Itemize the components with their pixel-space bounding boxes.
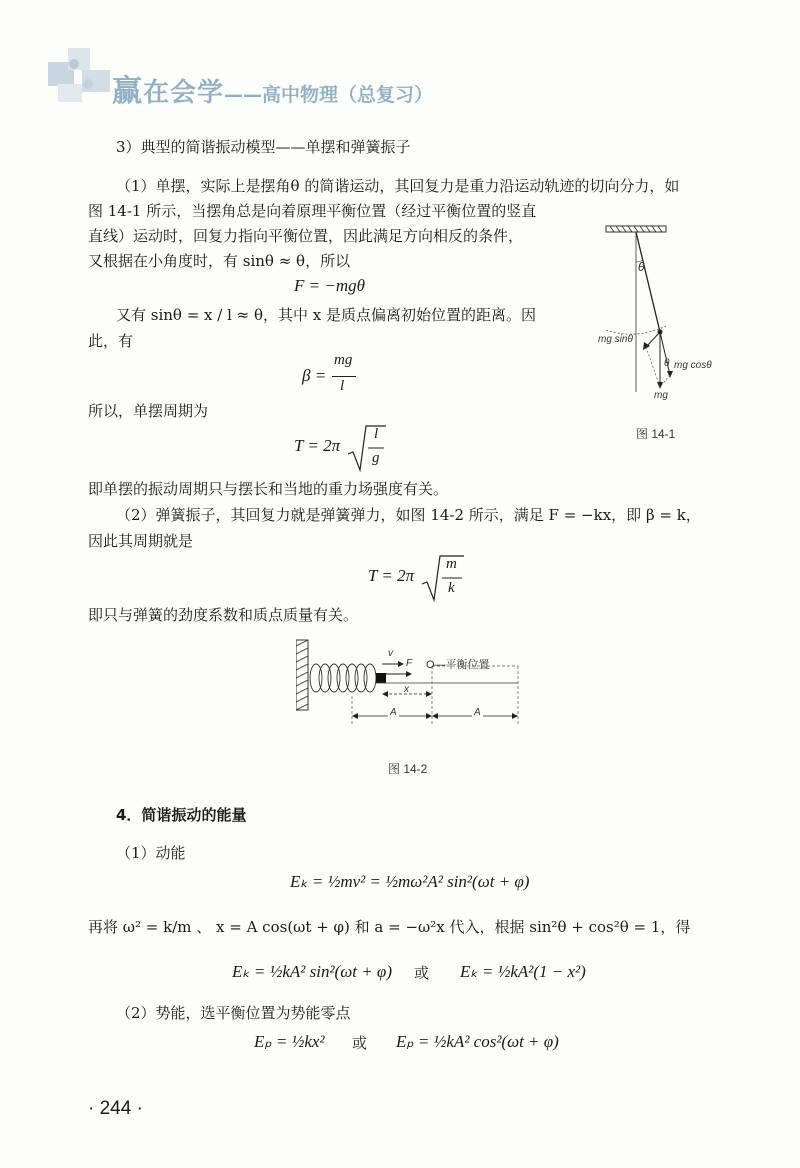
paragraph-line: 图 14-1 所示，当摆角总是向着原理平衡位置（经过平衡位置的竖直 <box>88 202 537 220</box>
label-displacement: x <box>404 684 409 695</box>
header-decoration <box>38 40 118 110</box>
equation-Ep-b: Eₚ = ½kA² cos²(ωt + φ) <box>396 1032 559 1051</box>
pendulum-diagram <box>596 222 736 412</box>
conjunction-or: 或 <box>414 964 430 982</box>
header-title-rest: 在会学 <box>143 78 225 108</box>
figure-caption-14-1: 图 14-1 <box>636 427 676 441</box>
paragraph-line: 即单摆的振动周期只与摆长和当地的重力场强度有关。 <box>88 480 449 498</box>
equation-T1-numerator: l <box>374 426 379 442</box>
figure-caption-14-2: 图 14-2 <box>388 762 428 776</box>
subheading-kinetic: （1）动能 <box>116 844 186 862</box>
equation-T2-lhs: T = 2π <box>368 566 415 585</box>
equation-T2-numerator: m <box>446 556 457 572</box>
header-dash: —— <box>224 84 263 106</box>
sqrt-sign <box>348 424 388 474</box>
header-subtitle: 高中物理（总复习） <box>262 84 434 106</box>
equation-period-spring <box>368 550 478 606</box>
page-number: · 244 · <box>88 1098 143 1119</box>
equation-F: F = −mgθ <box>294 276 365 295</box>
figure-pendulum <box>596 222 736 412</box>
equation-Ek2a: Eₖ = ½kA² sin²(ωt + φ) <box>232 962 392 981</box>
equation-T1-lhs: T = 2π <box>294 436 341 455</box>
equation-Ep-a: Eₚ = ½kx² <box>254 1032 325 1051</box>
label-amplitude-right: A <box>474 707 481 718</box>
paragraph-line: （2）弹簧振子，其回复力就是弹簧弹力，如图 14-2 所示，满足 F = −kx，即 β = k， <box>116 506 701 524</box>
paragraph-line: 又有 sinθ = x / l ≈ θ，其中 x 是质点偏离初始位置的距离。因 <box>116 306 537 324</box>
figure-spring <box>296 636 526 746</box>
equation-beta-denominator: l <box>340 378 345 394</box>
spring-diagram <box>296 636 526 746</box>
label-equilibrium: O—平衡位置 <box>426 659 490 671</box>
header-title <box>112 66 433 110</box>
conjunction-or: 或 <box>352 1034 368 1052</box>
label-amplitude-left: A <box>390 707 397 718</box>
equation-Ek1: Eₖ = ½mv² = ½mω²A² sin²(ωt + φ) <box>290 872 530 891</box>
subheading-potential: （2）势能，选平衡位置为势能零点 <box>116 1004 351 1022</box>
puzzle-pieces-logo <box>38 40 118 110</box>
equation-T1-denominator: g <box>372 450 380 466</box>
header-logo-char: 赢 <box>112 74 143 109</box>
section4-heading: 4．简谐振动的能量 <box>116 806 247 824</box>
label-theta-top: θ <box>638 260 645 274</box>
equation-beta-lhs: β = <box>302 366 327 385</box>
paragraph-line: 即只与弹簧的劲度系数和质点质量有关。 <box>88 606 359 624</box>
paragraph-substitution: 再将 ω² = k/m 、 x = A cos(ωt + φ) 和 a = −ω²x 代入，根据 sin²θ + cos²θ = 1，得 <box>88 918 691 936</box>
paragraph-line: 又根据在小角度时，有 sinθ ≈ θ，所以 <box>88 252 351 270</box>
label-mg-cos: mg cosθ <box>674 360 712 371</box>
fraction-bar <box>332 376 356 377</box>
section3-heading: 3）典型的简谐振动模型——单摆和弹簧振子 <box>116 138 411 156</box>
sqrt-sign <box>422 554 466 604</box>
equation-beta <box>302 352 382 402</box>
paragraph-line: 此，有 <box>88 332 134 350</box>
paragraph-line: 直线）运动时，回复力指向平衡位置，因此满足方向相反的条件， <box>88 227 524 245</box>
label-force: F <box>406 658 413 669</box>
label-mg-sin: mg sinθ <box>598 334 633 345</box>
label-mg: mg <box>654 390 668 401</box>
paragraph-line: 所以，单摆周期为 <box>88 402 209 420</box>
equation-beta-numerator: mg <box>334 352 353 368</box>
paragraph-line: （1）单摆，实际上是摆角θ 的简谐运动，其回复力是重力沿运动轨迹的切向分力，如 <box>116 177 680 195</box>
paragraph-line: 因此其周期就是 <box>88 532 194 550</box>
equation-T2-denominator: k <box>448 580 455 596</box>
label-velocity: v <box>388 648 393 659</box>
equation-period-pendulum <box>294 420 404 476</box>
equation-Ek2b: Eₖ = ½kA²(1 − x²) <box>460 962 586 981</box>
label-theta-bottom: θ <box>664 358 670 369</box>
